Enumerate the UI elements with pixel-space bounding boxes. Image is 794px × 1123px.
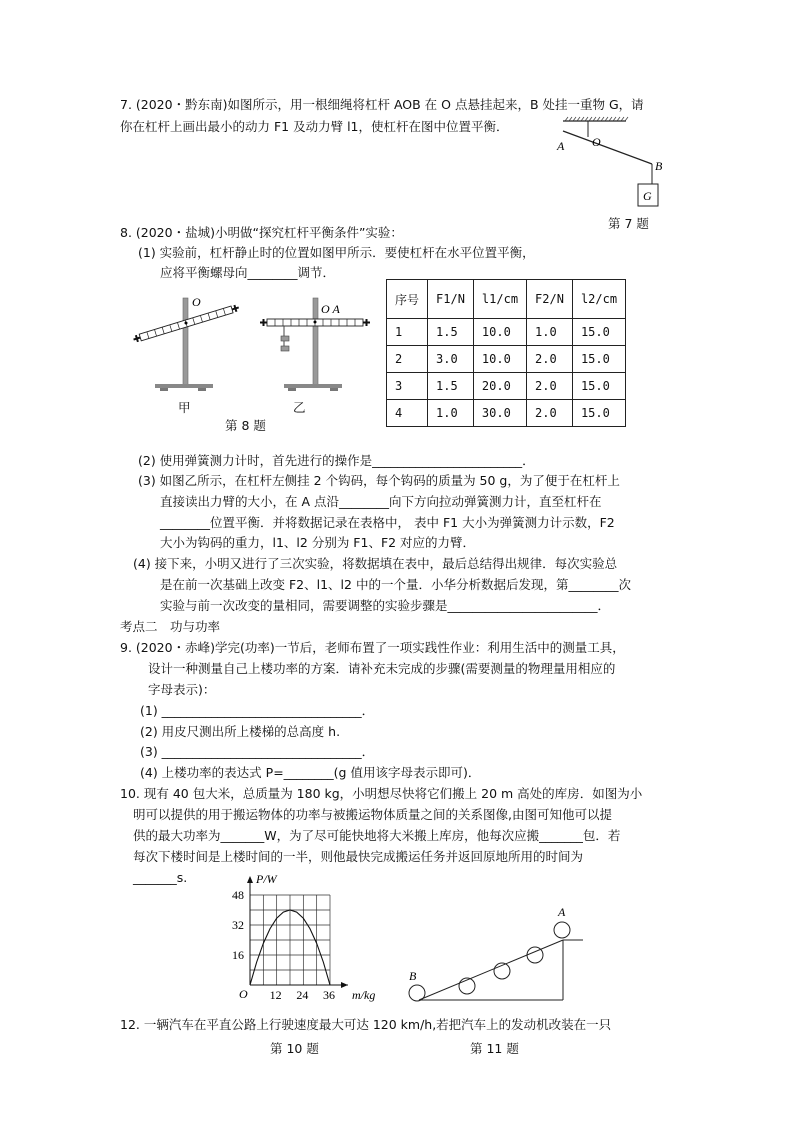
figure-10-caption: 第 10 题 — [270, 1041, 319, 1056]
table-cell: 1.0 — [428, 400, 474, 427]
table-row — [387, 400, 626, 427]
ramp-figure — [409, 922, 583, 1001]
table-cell: 1.5 — [428, 319, 474, 346]
table-cell: 15.0 — [572, 319, 625, 346]
x-axis-arrow — [341, 982, 348, 988]
data-table — [386, 279, 626, 427]
q7-line: 7. (2020・黔东南)如图所示，用一根细绳将杠杆 AOB 在 O 点悬挂起来，B 处挂一重物 G，请 — [120, 97, 644, 112]
q8-line: (3) 如图乙所示，在杠杆左侧挂 2 个钩码，每个钩码的质量为 50 g，为了便于在杠杆上 — [138, 473, 620, 488]
q7-line: 你在杠杆上画出最小的动力 F1 及动力臂 l1，使杠杆在图中位置平衡． — [120, 119, 509, 134]
figure-8-caption: 第 8 题 — [225, 418, 266, 433]
label-B: B — [655, 159, 663, 173]
table-header: F2/N — [527, 280, 573, 319]
table-row — [387, 319, 626, 346]
q9-line: (3) ________________________________． — [140, 744, 375, 759]
q8-line: 应将平衡螺母向________调节． — [160, 265, 336, 280]
q10-line: 供的最大功率为_______W，为了尽可能快地将大米搬上库房，他每次应搬_______包．若 — [133, 828, 621, 843]
label-A: A — [557, 139, 565, 153]
table-header: F1/N — [428, 280, 474, 319]
table-cell: 15.0 — [572, 400, 625, 427]
table-cell: 1.0 — [527, 319, 573, 346]
table-cell: 1 — [387, 319, 428, 346]
table-row — [387, 346, 626, 373]
x-tick-label: 12 — [269, 988, 282, 1002]
q10-line: _______s. — [133, 870, 188, 885]
table-header: l1/cm — [473, 280, 526, 319]
q8-line: (1) 实验前，杠杆静止时的位置如图甲所示．要使杠杆在水平位置平衡， — [138, 245, 535, 260]
y-axis-arrow — [247, 876, 253, 883]
table-cell: 3.0 — [428, 346, 474, 373]
label-OA: O A — [321, 302, 340, 316]
figure-yi-label: 乙 — [293, 400, 306, 415]
q9-line: (2) 用皮尺测出所上楼梯的总高度 h. — [140, 724, 341, 739]
q9-line: (1) ________________________________． — [140, 703, 375, 718]
q10-line: 每次下楼时间是上楼时间的一半，则他最快完成搬运任务并返回原地所用的时间为 — [133, 849, 584, 864]
label-B: B — [409, 969, 417, 983]
q8-line: 是在前一次基础上改变 F2、l1、l2 中的一个量．小华分析数据后发现，第________次 — [160, 577, 631, 592]
q8-line: 大小为钩码的重力，l1、l2 分别为 F1、F2 对应的力臂． — [160, 535, 476, 550]
table-row — [387, 373, 626, 400]
q12-line: 12. 一辆汽车在平直公路上行驶速度最大可达 120 km/h,若把汽车上的发动机改装在一只 — [120, 1017, 612, 1032]
q9-line: 9. (2020・赤峰)学完(功率)一节后，老师布置了一项实践性作业：利用生活中的测量工具， — [120, 640, 625, 655]
label-O: O — [592, 135, 601, 149]
y-tick-label: 16 — [232, 948, 244, 962]
table-cell: 2.0 — [527, 400, 573, 427]
q8-line: 直接读出力臂的大小，在 A 点沿________向下方向拉动弹簧测力计，直至杠杆在 — [160, 494, 602, 509]
balance-nut-icon — [363, 319, 370, 326]
balance-nut-icon — [260, 319, 267, 326]
q8-line: 实验与前一次改变的量相同，需要调整的实验步骤是________________________． — [160, 598, 611, 613]
origin-label: O — [239, 987, 248, 1001]
figure-11-caption: 第 11 题 — [470, 1041, 519, 1056]
q10-line: 明可以提供的用于搬运物体的功率与被搬运物体质量之间的关系图像,由图可知他可以提 — [133, 807, 612, 822]
table-cell: 2 — [387, 346, 428, 373]
table-cell: 2.0 — [527, 346, 573, 373]
figure-jia-label: 甲 — [178, 400, 191, 415]
table-cell: 15.0 — [572, 373, 625, 400]
q8-line: (2) 使用弹簧测力计时，首先进行的操作是________________________． — [138, 453, 535, 468]
table-cell: 15.0 — [572, 346, 625, 373]
x-tick-label: 36 — [323, 988, 335, 1002]
y-tick-label: 48 — [232, 888, 244, 902]
table-cell: 20.0 — [473, 373, 526, 400]
table-header: 序号 — [387, 280, 428, 319]
power-mass-chart — [232, 872, 375, 1002]
x-tick-label: 24 — [296, 988, 309, 1002]
q9-line: (4) 上楼功率的表达式 P=________(g 值用该字母表示即可)． — [140, 765, 481, 780]
table-cell: 10.0 — [473, 319, 526, 346]
table-cell: 2.0 — [527, 373, 573, 400]
y-tick-label: 32 — [232, 918, 244, 932]
table-cell: 4 — [387, 400, 428, 427]
q9-line: 设计一种测量自己上楼功率的方案．请补充未完成的步骤(需要测量的物理量用相应的 — [148, 661, 616, 676]
table-cell: 1.5 — [428, 373, 474, 400]
table-header: l2/cm — [572, 280, 625, 319]
table-header-row — [387, 280, 626, 319]
figure-7-caption: 第 7 题 — [608, 216, 649, 231]
table-cell: 10.0 — [473, 346, 526, 373]
q8-line: (4) 接下来，小明又进行了三次实验，将数据填在表中，最后总结得出规律．每次实验总 — [133, 556, 618, 571]
section-heading: 考点二 功与功率 — [120, 619, 221, 634]
label-A: A — [558, 905, 566, 919]
q9-line: 字母表示)： — [148, 682, 216, 697]
x-axis-label: m/kg — [352, 988, 376, 1002]
y-axis-label: P/W — [256, 872, 277, 886]
label-O: O — [192, 295, 201, 309]
q8-line: ________位置平衡．并将数据记录在表格中， 表中 F1 大小为弹簧测力计示数，F2 — [160, 515, 615, 530]
table-cell: 30.0 — [473, 400, 526, 427]
label-G: G — [643, 189, 652, 203]
table-cell: 3 — [387, 373, 428, 400]
q10-line: 10. 现有 40 包大米，总质量为 180 kg，小明想尽快将它们搬上 20 m 高处的库房．如图为小 — [120, 786, 643, 801]
q8-line: 8. (2020・盐城)小明做“探究杠杆平衡条件”实验： — [120, 225, 403, 240]
